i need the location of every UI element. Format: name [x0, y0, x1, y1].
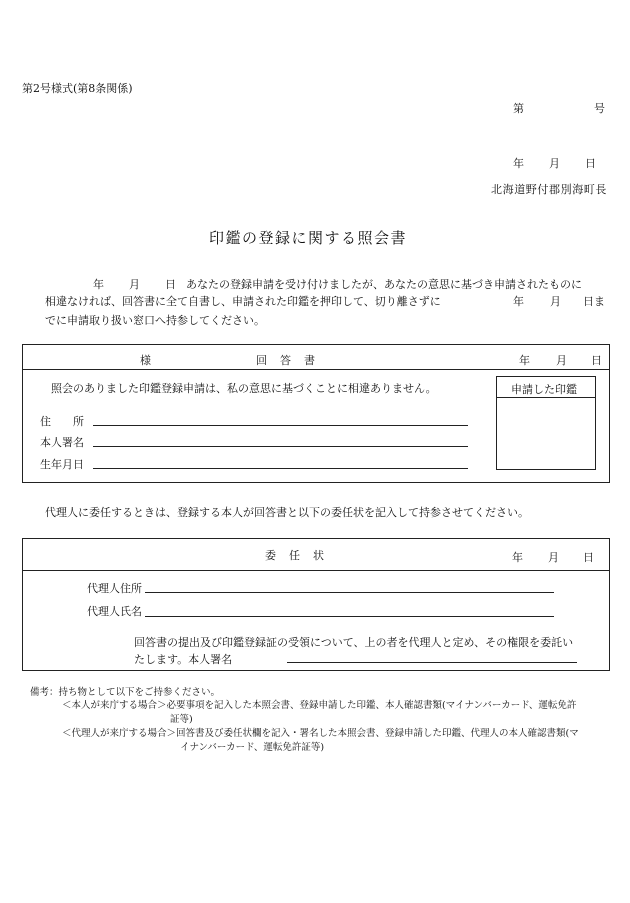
- principal-signature-field[interactable]: [287, 662, 577, 663]
- answer-date-month: 月: [556, 354, 567, 367]
- agent-name-field[interactable]: [145, 616, 554, 617]
- answer-date-day: 日: [591, 354, 602, 367]
- agent-address-label: 代理人住所: [87, 582, 142, 595]
- document-title: 印鑑の登録に関する照会書: [209, 229, 408, 247]
- delegation-date-month: 月: [548, 551, 559, 564]
- issuer: 北海道野付郡別海町長: [491, 183, 607, 196]
- delegation-date-year: 年: [512, 551, 523, 564]
- answer-statement: 照会のありました印鑑登録申請は、私の意思に基づくことに相違ありません。: [51, 382, 437, 395]
- intro-line-3: でに申請取り扱い窓口へ持参してください。: [45, 314, 265, 327]
- answer-title: 回 答 書: [256, 354, 316, 367]
- delegation-text-line-2: たします。本人署名: [134, 653, 233, 666]
- intro-line-1: あなたの登録申請を受け付けましたが、あなたの意思に基づき申請されたものに: [186, 278, 582, 291]
- intro-line-2: 相違なければ、回答書に全て自書し、申請された印鑑を押印して、切り離さずに: [45, 295, 441, 308]
- delegation-box-divider: [22, 570, 610, 571]
- intro-year: 年: [93, 278, 104, 291]
- remarks-agent-line-1: ＜代理人が来庁する場合＞回答書及び委任状欄を記入・署名した本照会書、登録申請した印鑑、代理人の本人確認書類(マ: [62, 728, 579, 739]
- form-number: 第2号様式(第8条関係): [22, 82, 133, 95]
- address-label: 住 所: [40, 415, 84, 428]
- doc-number-suffix: 号: [594, 102, 605, 115]
- seal-box-divider: [496, 397, 596, 398]
- intro-deadline-month: 月: [550, 295, 561, 308]
- header-date-year: 年: [513, 157, 524, 170]
- intro-deadline-year: 年: [513, 295, 524, 308]
- doc-number-prefix: 第: [513, 102, 524, 115]
- remarks-heading: 備考：持ち物として以下をご持参ください。: [30, 687, 221, 698]
- signature-field[interactable]: [93, 446, 468, 447]
- delegation-text-line-1: 回答書の提出及び印鑑登録証の受領について、上の者を代理人と定め、その権限を委託い: [134, 636, 574, 649]
- address-field[interactable]: [93, 425, 468, 426]
- birth-date-label: 生年月日: [40, 458, 84, 471]
- delegation-title: 委 任 状: [265, 549, 325, 562]
- intro-month: 月: [129, 278, 140, 291]
- remarks-self-line-1: ＜本人が来庁する場合＞必要事項を記入した本照会書、登録申請した印鑑、本人確認書類(マイナンバーカード、運転免許: [62, 700, 577, 711]
- intro-deadline-day: 日ま: [583, 295, 605, 308]
- header-date-day: 日: [585, 157, 596, 170]
- agent-address-field[interactable]: [145, 592, 554, 593]
- answer-sama: 様: [140, 354, 151, 367]
- intro-day: 日: [165, 278, 176, 291]
- agent-name-label: 代理人氏名: [87, 605, 142, 618]
- signature-label: 本人署名: [40, 436, 84, 449]
- answer-date-year: 年: [519, 354, 530, 367]
- answer-box-divider: [22, 369, 610, 370]
- birth-date-field[interactable]: [93, 468, 468, 469]
- delegation-date-day: 日: [583, 551, 594, 564]
- remarks-agent-line-2: イナンバーカード、運転免許証等): [180, 742, 325, 753]
- remarks-self-line-2: 証等): [170, 714, 193, 725]
- seal-label: 申請した印鑑: [511, 383, 577, 396]
- header-date-month: 月: [549, 157, 560, 170]
- proxy-note: 代理人に委任するときは、登録する本人が回答書と以下の委任状を記入して持参させてください。: [45, 506, 529, 519]
